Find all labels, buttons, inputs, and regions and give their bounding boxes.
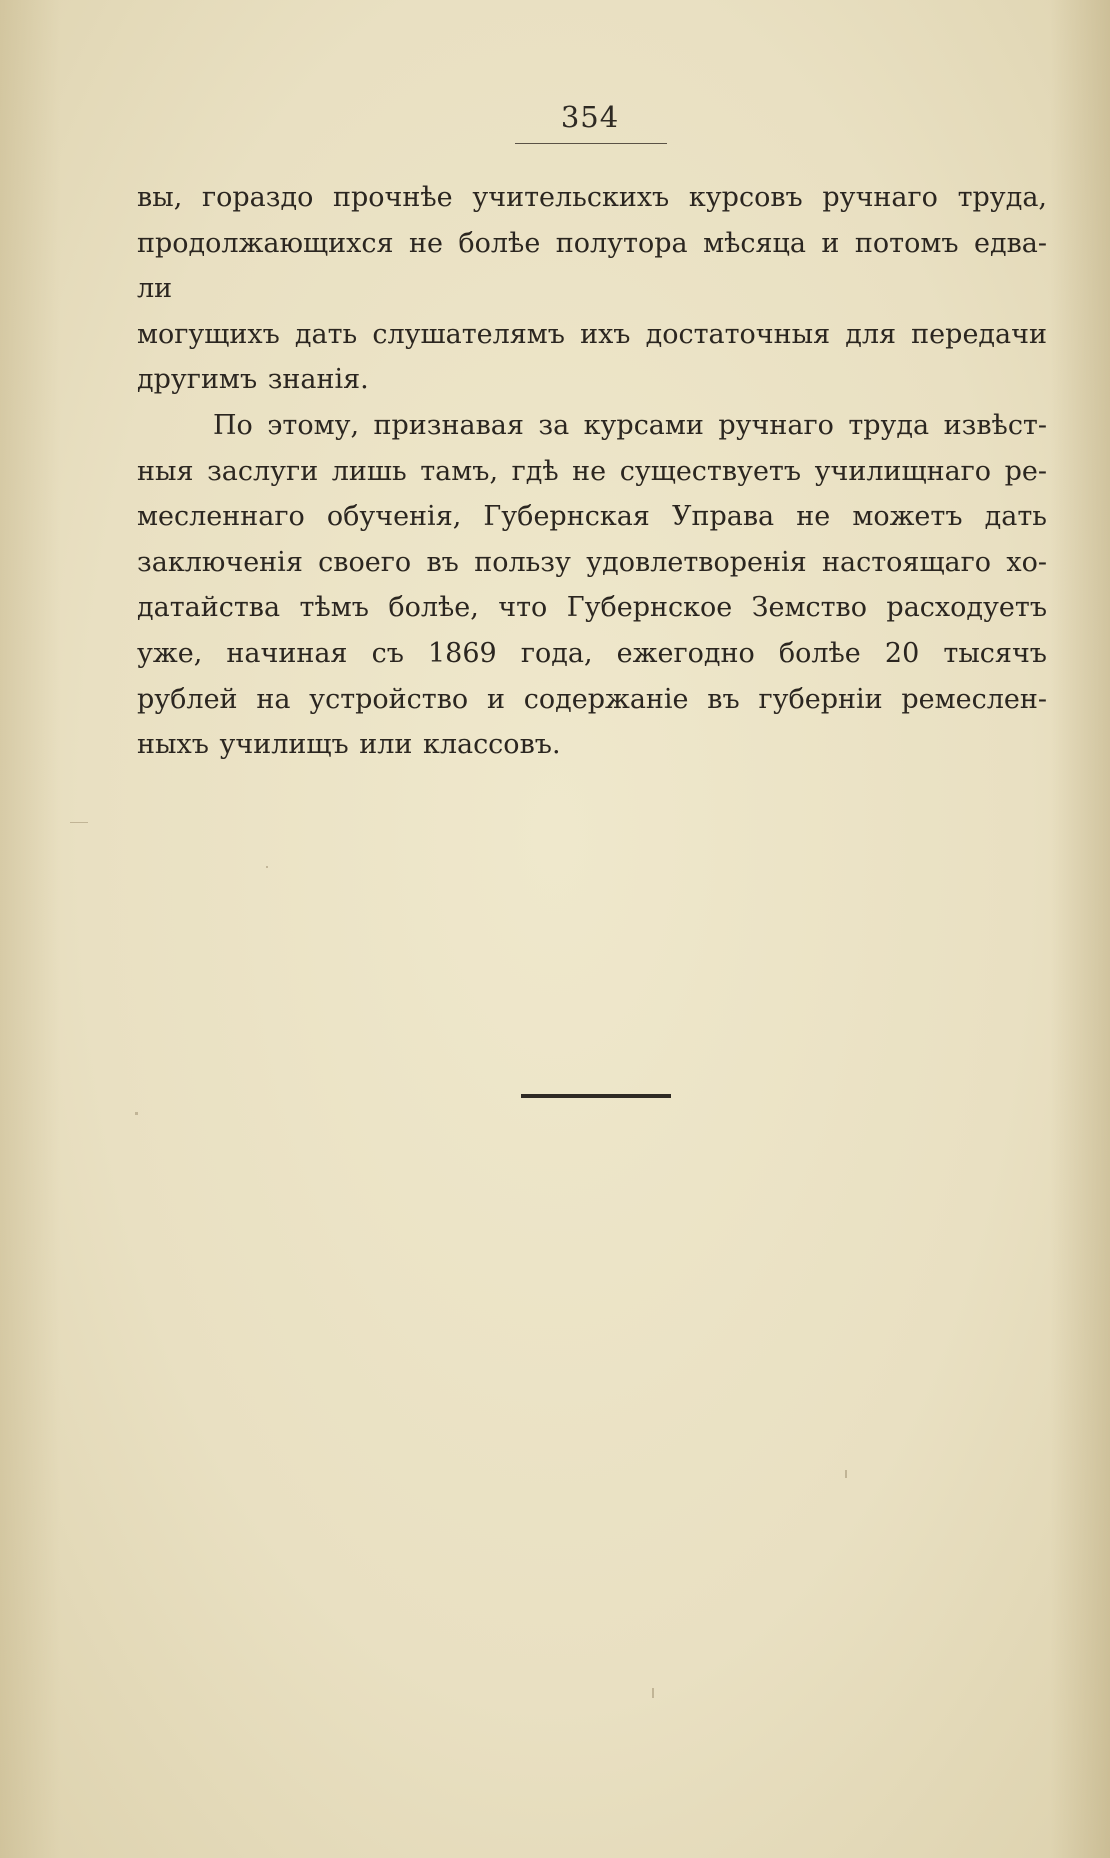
paragraph-1 bbox=[137, 175, 1047, 403]
text-line: заключенія своего въ пользу удовлетворенія настоящаго хо- bbox=[137, 546, 1047, 578]
paper-speck bbox=[266, 866, 268, 868]
paper-speck bbox=[70, 822, 88, 823]
page-edge-shadow-left bbox=[0, 0, 60, 1858]
end-rule bbox=[521, 1094, 671, 1098]
page-number: 354 bbox=[560, 100, 620, 134]
text-line: По этому, признавая за курсами ручнаго труда извѣст- bbox=[213, 409, 1047, 441]
text-line: месленнаго обученія, Губернская Управа не можетъ дать bbox=[137, 501, 1047, 533]
header-rule bbox=[515, 143, 667, 144]
text-line: датайства тѣмъ болѣе, что Губернское Земство расходуетъ bbox=[137, 592, 1047, 624]
text-line: продолжающихся не болѣе полутора мѣсяца и потомъ едва-ли bbox=[137, 227, 1047, 305]
text-line: уже, начиная съ 1869 года, ежегодно болѣе 20 тысячъ bbox=[137, 637, 1047, 669]
paper-speck bbox=[845, 1470, 847, 1478]
text-line: другимъ знанія. bbox=[137, 364, 369, 396]
page-edge-shadow-right bbox=[1050, 0, 1110, 1858]
text-line: рублей на устройство и содержаніе въ губерніи ремеслен- bbox=[137, 683, 1047, 715]
text-line: вы, гораздо прочнѣе учительскихъ курсовъ ручнаго труда, bbox=[137, 182, 1047, 213]
text-line: могущихъ дать слушателямъ ихъ достаточныя для передачи bbox=[137, 318, 1047, 350]
text-line: ныхъ училищъ или классовъ. bbox=[137, 729, 561, 761]
text-line: ныя заслуги лишь тамъ, гдѣ не существуетъ училищнаго ре- bbox=[137, 455, 1047, 487]
paper-speck bbox=[652, 1688, 654, 1698]
body-text bbox=[137, 175, 1047, 768]
paper-speck bbox=[135, 1112, 138, 1115]
paragraph-2 bbox=[137, 403, 1047, 768]
